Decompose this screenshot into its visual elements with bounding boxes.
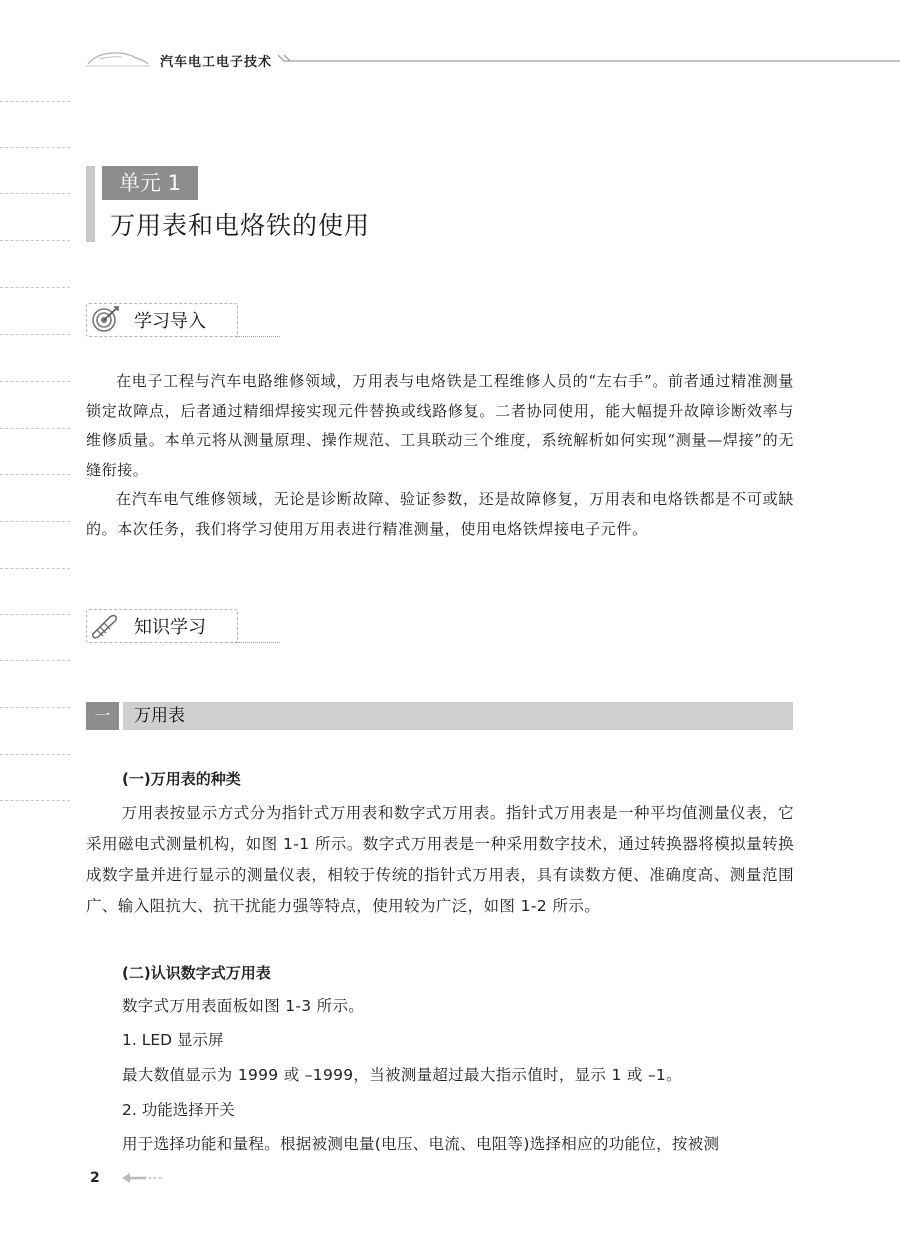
margin-mark: [0, 381, 70, 382]
intro-badge: [86, 303, 280, 337]
margin-mark: [0, 707, 70, 708]
margin-mark: [0, 193, 70, 194]
panel-intro-line: 数字式万用表面板如图 1-3 所示。: [122, 997, 365, 1015]
arrow-left-icon: [120, 1172, 164, 1184]
section-number: 一: [86, 702, 119, 730]
unit-accent-bar: [86, 166, 95, 242]
intro-paragraph: 在电子工程与汽车电路维修领域，万用表与电烙铁是工程维修人员的“左右手”。前者通过精准测量锁定故障点，后者通过精细焊接实现元件替换或线路修复。二者协同使用，能大幅提升故障诊断效率与维修质量。本单元将从测量原理、操作规范、工具联动三个维度，系统解析如何实现“测量—焊接”的无缝衔接。: [86, 372, 794, 479]
margin-mark: [0, 521, 70, 522]
item-text: 用于选择功能和量程。根据被测电量(电压、电流、电阻等)选择相应的功能位，按被测: [122, 1135, 720, 1153]
car-logo-icon: [86, 46, 150, 70]
book-title: 汽车电工电子技术: [160, 55, 273, 70]
scroll-icon: [90, 611, 120, 639]
margin-mark: [0, 754, 70, 755]
subsection-title: (一)万用表的种类: [122, 770, 241, 788]
section-title-bar: [123, 702, 793, 730]
types-paragraph: 万用表按显示方式分为指针式万用表和数字式万用表。指针式万用表是一种平均值测量仪表，它采用磁电式测量机构，如图 1-1 所示。数字式万用表是一种采用数字技术，通过转换器将模拟量转换成数字量并进行显示的测量仪表，相较于传统的指针式万用表，具有读数方便、准确度高、测量范围广、输入阻抗大、抗干扰能力强等特点，使用较为广泛，如图 1-2 所示。: [86, 804, 794, 915]
intro-badge-label: 学习导入: [134, 311, 206, 332]
margin-mark: [0, 800, 70, 801]
section-title: 万用表: [134, 706, 185, 726]
page-number: 2: [90, 1170, 100, 1186]
subsection-title: (二)认识数字式万用表: [122, 964, 271, 982]
margin-mark: [0, 428, 70, 429]
intro-text: [86, 367, 794, 544]
margin-mark: [0, 240, 70, 241]
unit-title: 万用表和电烙铁的使用: [110, 211, 371, 240]
margin-mark: [0, 660, 70, 661]
item-title: 2. 功能选择开关: [122, 1101, 235, 1119]
knowledge-badge-label: 知识学习: [134, 617, 206, 638]
margin-mark: [0, 568, 70, 569]
intro-paragraph: 在汽车电气维修领域，无论是诊断故障、验证参数，还是故障修复，万用表和电烙铁都是不可或缺的。本次任务，我们将学习使用万用表进行精准测量，使用电烙铁焊接电子元件。: [86, 490, 794, 538]
margin-mark: [0, 474, 70, 475]
margin-mark: [0, 101, 70, 102]
margin-mark: [0, 287, 70, 288]
unit-label: 单元 1: [102, 166, 198, 200]
margin-mark: [0, 334, 70, 335]
item-text: 最大数值显示为 1999 或 –1999，当被测量超过最大指示值时，显示 1 或 –1。: [122, 1066, 682, 1084]
knowledge-badge: [86, 609, 280, 643]
margin-mark: [0, 614, 70, 615]
header-rule: [278, 55, 900, 63]
target-icon: [90, 305, 120, 333]
item-title: 1. LED 显示屏: [122, 1031, 224, 1049]
subsection-body: [86, 798, 794, 922]
margin-mark: [0, 147, 70, 148]
